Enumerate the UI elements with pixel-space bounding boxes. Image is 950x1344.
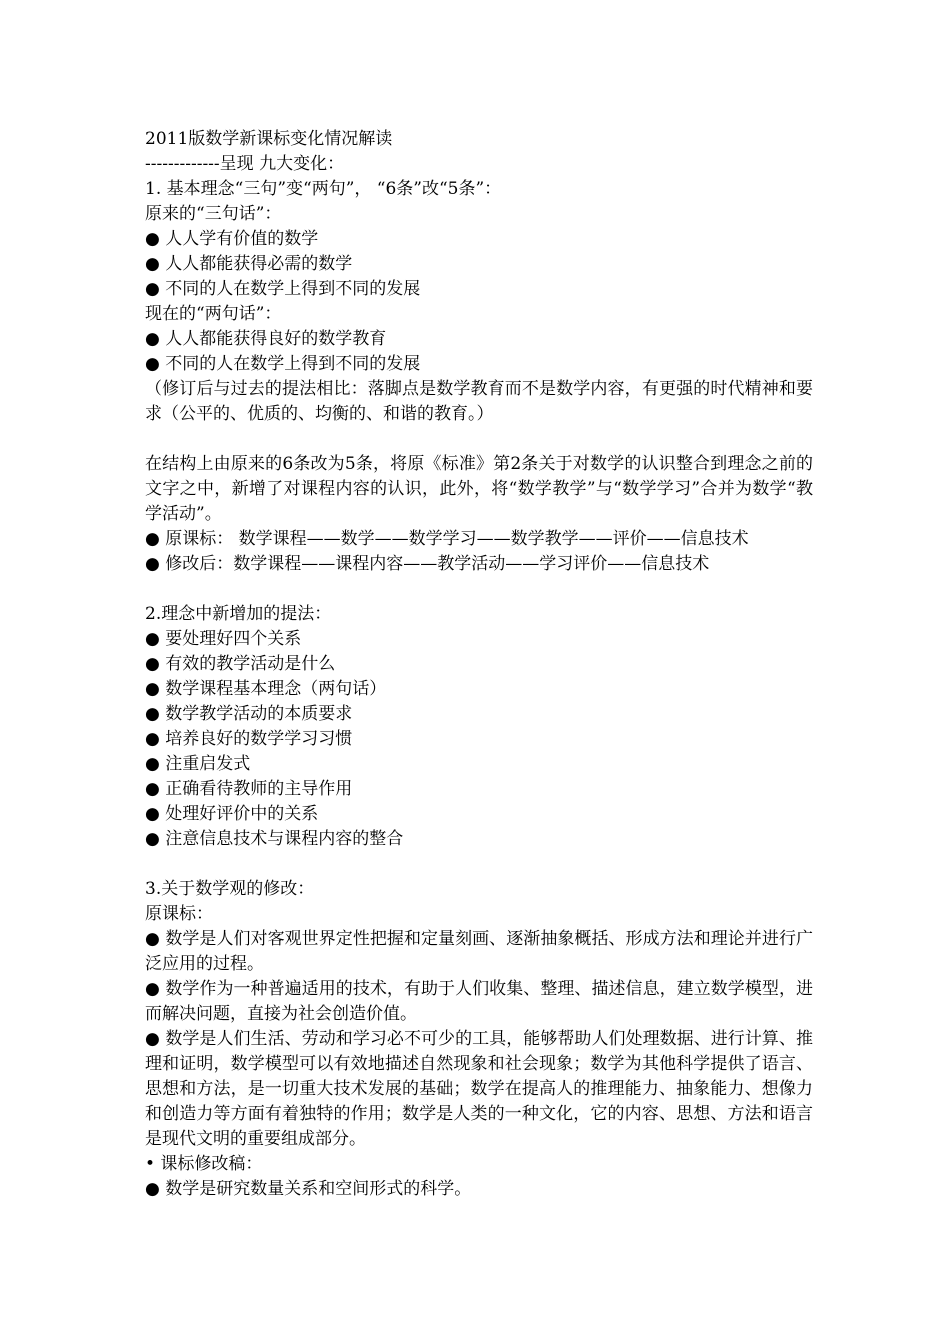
list-item: ● 数学作为一种普遍适用的技术，有助于人们收集、整理、描述信息，建立数学模型，进而解决问题，直接为社会创造价值。 [145,979,813,1024]
list-item: ● 数学是研究数量关系和空间形式的科学。 [145,1179,472,1199]
section-3-old-label: 原课标： [145,904,213,924]
list-item: ● 数学是人们对客观世界定性把握和定量刻画、逐渐抽象概括、形成方法和理论并进行广泛应用的过程。 [145,929,813,974]
list-item: ● 培养良好的数学学习习惯 [145,729,353,749]
section-3-heading: 3.关于数学观的修改： [145,879,315,899]
document-subtitle: -------------呈现 九大变化： [145,154,345,174]
list-item: ● 修改后：数学课程——课程内容——教学活动——学习评价——信息技术 [145,554,710,574]
section-1-old-label: 原来的“三句话”： [145,204,282,224]
list-item: ● 正确看待教师的主导作用 [145,779,353,799]
list-item: ● 数学课程基本理念（两句话） [145,679,387,699]
blank-line [145,577,813,602]
section-1-note: （修订后与过去的提法相比：落脚点是数学教育而不是数学内容，有更强的时代精神和要求（公平的、优质的、均衡的、和谐的教育。） [145,379,813,424]
list-item: ● 人人都能获得必需的数学 [145,254,353,274]
list-item: ● 数学是人们生活、劳动和学习必不可少的工具，能够帮助人们处理数据、进行计算、推理和证明，数学模型可以有效地描述自然现象和社会现象；数学为其他科学提供了语言、思想和方法，是一切重大技术发展的基础；数学在提高人的推理能力、抽象能力、想像力和创造力等方面有着独特的作用；数学是人类的一种文化，它的内容、思想、方法和语言是现代文明的重要组成部分。 [145,1029,813,1149]
list-item: ● 不同的人在数学上得到不同的发展 [145,279,421,299]
list-item: ● 人人学有价值的数学 [145,229,319,249]
list-item: ● 不同的人在数学上得到不同的发展 [145,354,421,374]
list-item: ● 处理好评价中的关系 [145,804,319,824]
list-item: ● 注意信息技术与课程内容的整合 [145,829,404,849]
section-1-new-label: 现在的“两句话”： [145,304,282,324]
list-item: ● 数学教学活动的本质要求 [145,704,353,724]
list-item: ● 有效的教学活动是什么 [145,654,336,674]
section-1-heading: 1. 基本理念“三句”变“两句”， “6条”改“5条”： [145,179,502,199]
section-3-new-label: • 课标修改稿： [145,1154,263,1174]
list-item: ● 原课标： 数学课程——数学——数学学习——数学教学——评价——信息技术 [145,529,749,549]
document-page [145,127,813,1202]
list-item: ● 注重启发式 [145,754,251,774]
section-2-heading: 2.理念中新增加的提法： [145,604,332,624]
list-item: ● 要处理好四个关系 [145,629,302,649]
blank-line [145,852,813,877]
section-1-structure-paragraph: 在结构上由原来的6条改为5条，将原《标准》第2条关于对数学的认识整合到理念之前的文字之中，新增了对课程内容的认识，此外，将“数学教学”与“数学学习”合并为数学“教学活动”。 [145,454,813,524]
blank-line [145,427,813,452]
document-title: 2011版数学新课标变化情况解读 [145,129,393,149]
list-item: ● 人人都能获得良好的数学教育 [145,329,387,349]
